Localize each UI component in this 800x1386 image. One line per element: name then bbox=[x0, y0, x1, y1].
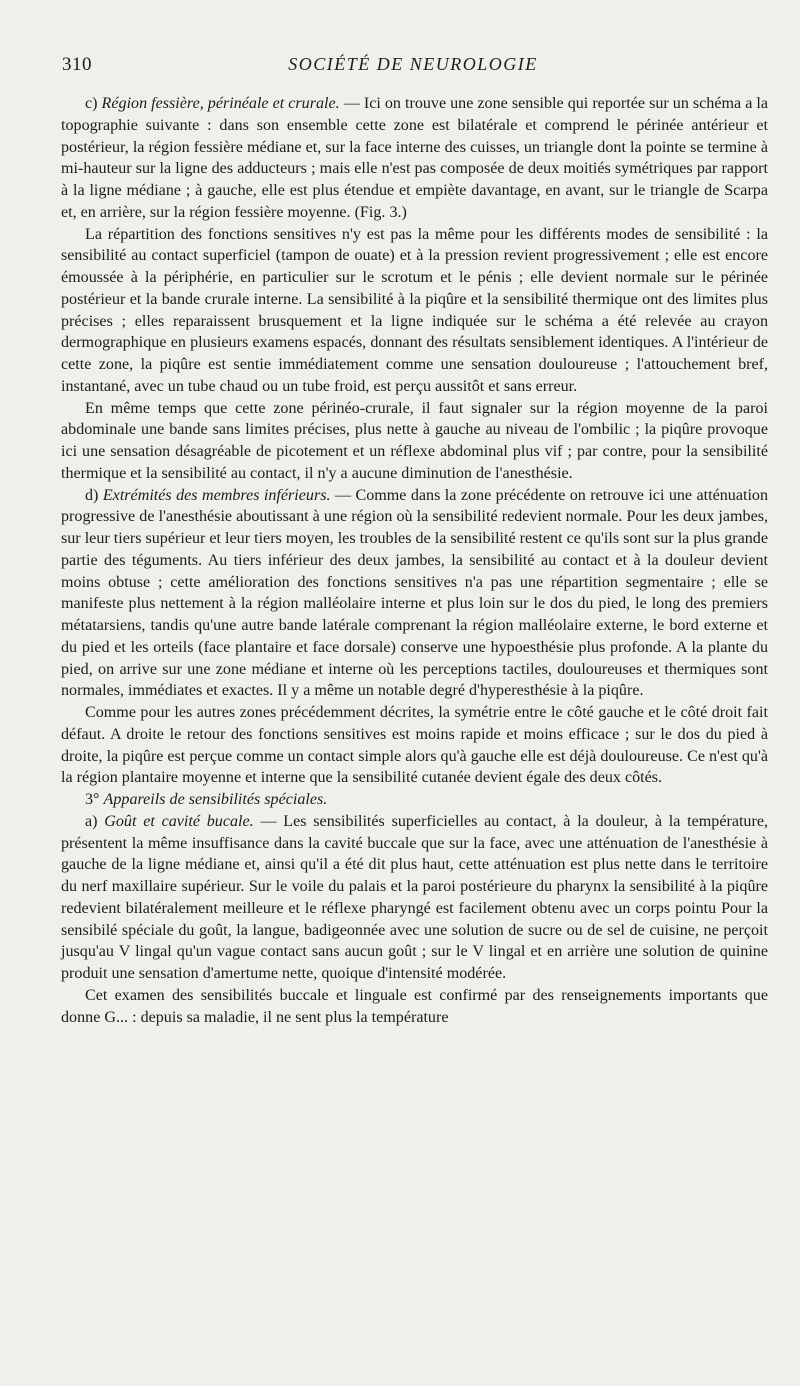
page-number: 310 bbox=[62, 54, 92, 75]
paragraph-zone-perineo-crurale bbox=[61, 398, 768, 485]
section-title: Appareils de sensibilités spéciales. bbox=[103, 791, 328, 808]
paragraph-text: — Comme dans la zone précédente on retrouve ici une atténuation progressive de l'anesthésie aboutissant à une région où la sensibilité redevient normale. Pour les deux jambes, sur leur tiers supérieur et leur tiers moyen, les troubles de la sensibilité restent ce qu'ils sont sur la plus grande partie des téguments. Au tiers inférieur des deux jambes, la sensibilité au contact et à la douleur devient moins obtuse ; cette amélioration des fonctions sensitives n'a pas une répartition segmentaire ; elle se manifeste plus nettement à la région malléolaire interne et plus loin sur le dos du pied, le long des premiers métatarsiens, tandis qu'une autre bande latérale comprenant la région malléolaire externe, le bord externe et du pied et les orteils (face plantaire et face dorsale) conserve une hypoesthésie plus profonde. A la plante du pied, on arrive sur une zone médiane et interne où les perceptions tactiles, douloureuses et thermiques sont normales, immédiates et exactes. Il y a même un notable degré d'hyperesthésie à la piqûre. bbox=[61, 486, 769, 700]
body-text bbox=[61, 93, 768, 1028]
paragraph-extremites bbox=[61, 485, 768, 703]
section-title: Goût et cavité bucale. bbox=[104, 812, 254, 830]
paragraph-text: La répartition des fonctions sensitives n'y est pas la même pour les différents modes de sensibilité : la sensibilité au contact superficiel (tampon de ouate) et à la pression revient progressivement ; elle est encore émoussée à la périphérie, en particulier sur le scrotum et le pénis ; elle devient normale sur le périnée postérieur et la bande crurale interne. La sensibilité à la piqûre et la sensibilité thermique ont des limites plus précises ; elles reparaissent brusquement et la ligne indiquée sur le schéma a été relevée au crayon dermographique en plusieurs examens espacés, donnant des résultats sensiblement identiques. A l'intérieur de cette zone, la piqûre est sentie immédiatement comme une sensation douloureuse ; l'attouchement bref, instantané, avec un tube chaud ou un tube froid, est perçu aussitôt et sans erreur. bbox=[61, 225, 768, 395]
item-marker: a) bbox=[85, 812, 105, 830]
paragraph-examen-buccal bbox=[61, 985, 768, 1029]
page-header bbox=[62, 54, 764, 84]
item-marker: c) bbox=[85, 95, 102, 112]
paragraph-text: En même temps que cette zone périnéo-crurale, il faut signaler sur la région moyenne de la paroi abdominale une bande sans limites précises, plus nette à gauche au niveau de l'ombilic ; la piqûre provoque ici une sensation désagréable de picotement et un réflexe abdominal plus vif ; par contre, pour la sensibilité thermique et la sensibilité au contact, il n'y a aucune diminution de l'anesthésie. bbox=[61, 399, 768, 482]
running-title: SOCIÉTÉ DE NEUROLOGIE bbox=[288, 54, 538, 74]
paragraph-repartition bbox=[61, 224, 768, 398]
paragraph-region-fessiere bbox=[61, 93, 768, 224]
paragraph-appareils-heading bbox=[61, 789, 768, 811]
item-marker: d) bbox=[85, 486, 103, 504]
paragraph-text: — Les sensibilités superficielles au contact, à la douleur, à la température, présentent la même insuffisance dans la cavité buccale que sur la face, avec une atténuation de l'anesthésie à gauche de la ligne médiane et, ainsi qu'il a été dit plus haut, cette atténuation est plus nette dans le territoire du nerf maxillaire supérieur. Sur le voile du palais et la paroi postérieure du pharynx la sensibilité à la piqûre redevient bilatéralement meilleure et le réflexe pharyngé est facilement obtenu avec un corps pointu Pour la sensibilé spéciale du goût, la langue, badigeonnée avec une solution de sucre ou de sel de cuisine, ne perçoit jusqu'au V lingal qu'un vague contact sans aucun goût ; sur le V lingal et en arrière une solution de quinine produit une sensation d'amertume nette, quoique d'intensité modérée. bbox=[61, 812, 769, 982]
paragraph-text: Cet examen des sensibilités buccale et linguale est confirmé par des renseignements importants que donne G... : depuis sa maladie, il ne sent plus la température bbox=[61, 986, 768, 1026]
paragraph-text: Comme pour les autres zones précédemment décrites, la symétrie entre le côté gauche et le côté droit fait défaut. A droite le retour des fonctions sensitives est moins rapide et moins efficace ; sur le dos du pied à droite, la piqûre est perçue comme un contact simple alors qu'à gauche elle est déjà douloureuse. Ce n'est qu'à la région plantaire moyenne et interne que la sensibilité cutanée devient égale des deux côtés. bbox=[61, 704, 768, 787]
item-marker: 3° bbox=[85, 791, 104, 808]
paragraph-text: — Ici on trouve une zone sensible qui reportée sur un schéma a la topographie suivante : dans son ensemble cette zone est bilatérale et comprend le périnée antérieur et postérieur, la région fessière médiane et, sur la face interne des cuisses, un triangle dont la pointe se termine à mi-hauteur sur la ligne des adducteurs ; mais elle n'est pas composée de deux moitiés symétriques par rapport à la ligne médiane ; à gauche, elle est plus étendue et empiète davantage, en avant, sur le triangle de Scarpa et, en arrière, sur la région fessière moyenne. (Fig. 3.) bbox=[61, 95, 768, 221]
section-title: Région fessière, périnéale et crurale. bbox=[101, 95, 340, 112]
paragraph-gout-cavite-buccale bbox=[61, 811, 768, 985]
section-title: Extrémités des membres inférieurs. bbox=[102, 486, 331, 504]
paragraph-symetrie bbox=[61, 702, 768, 789]
